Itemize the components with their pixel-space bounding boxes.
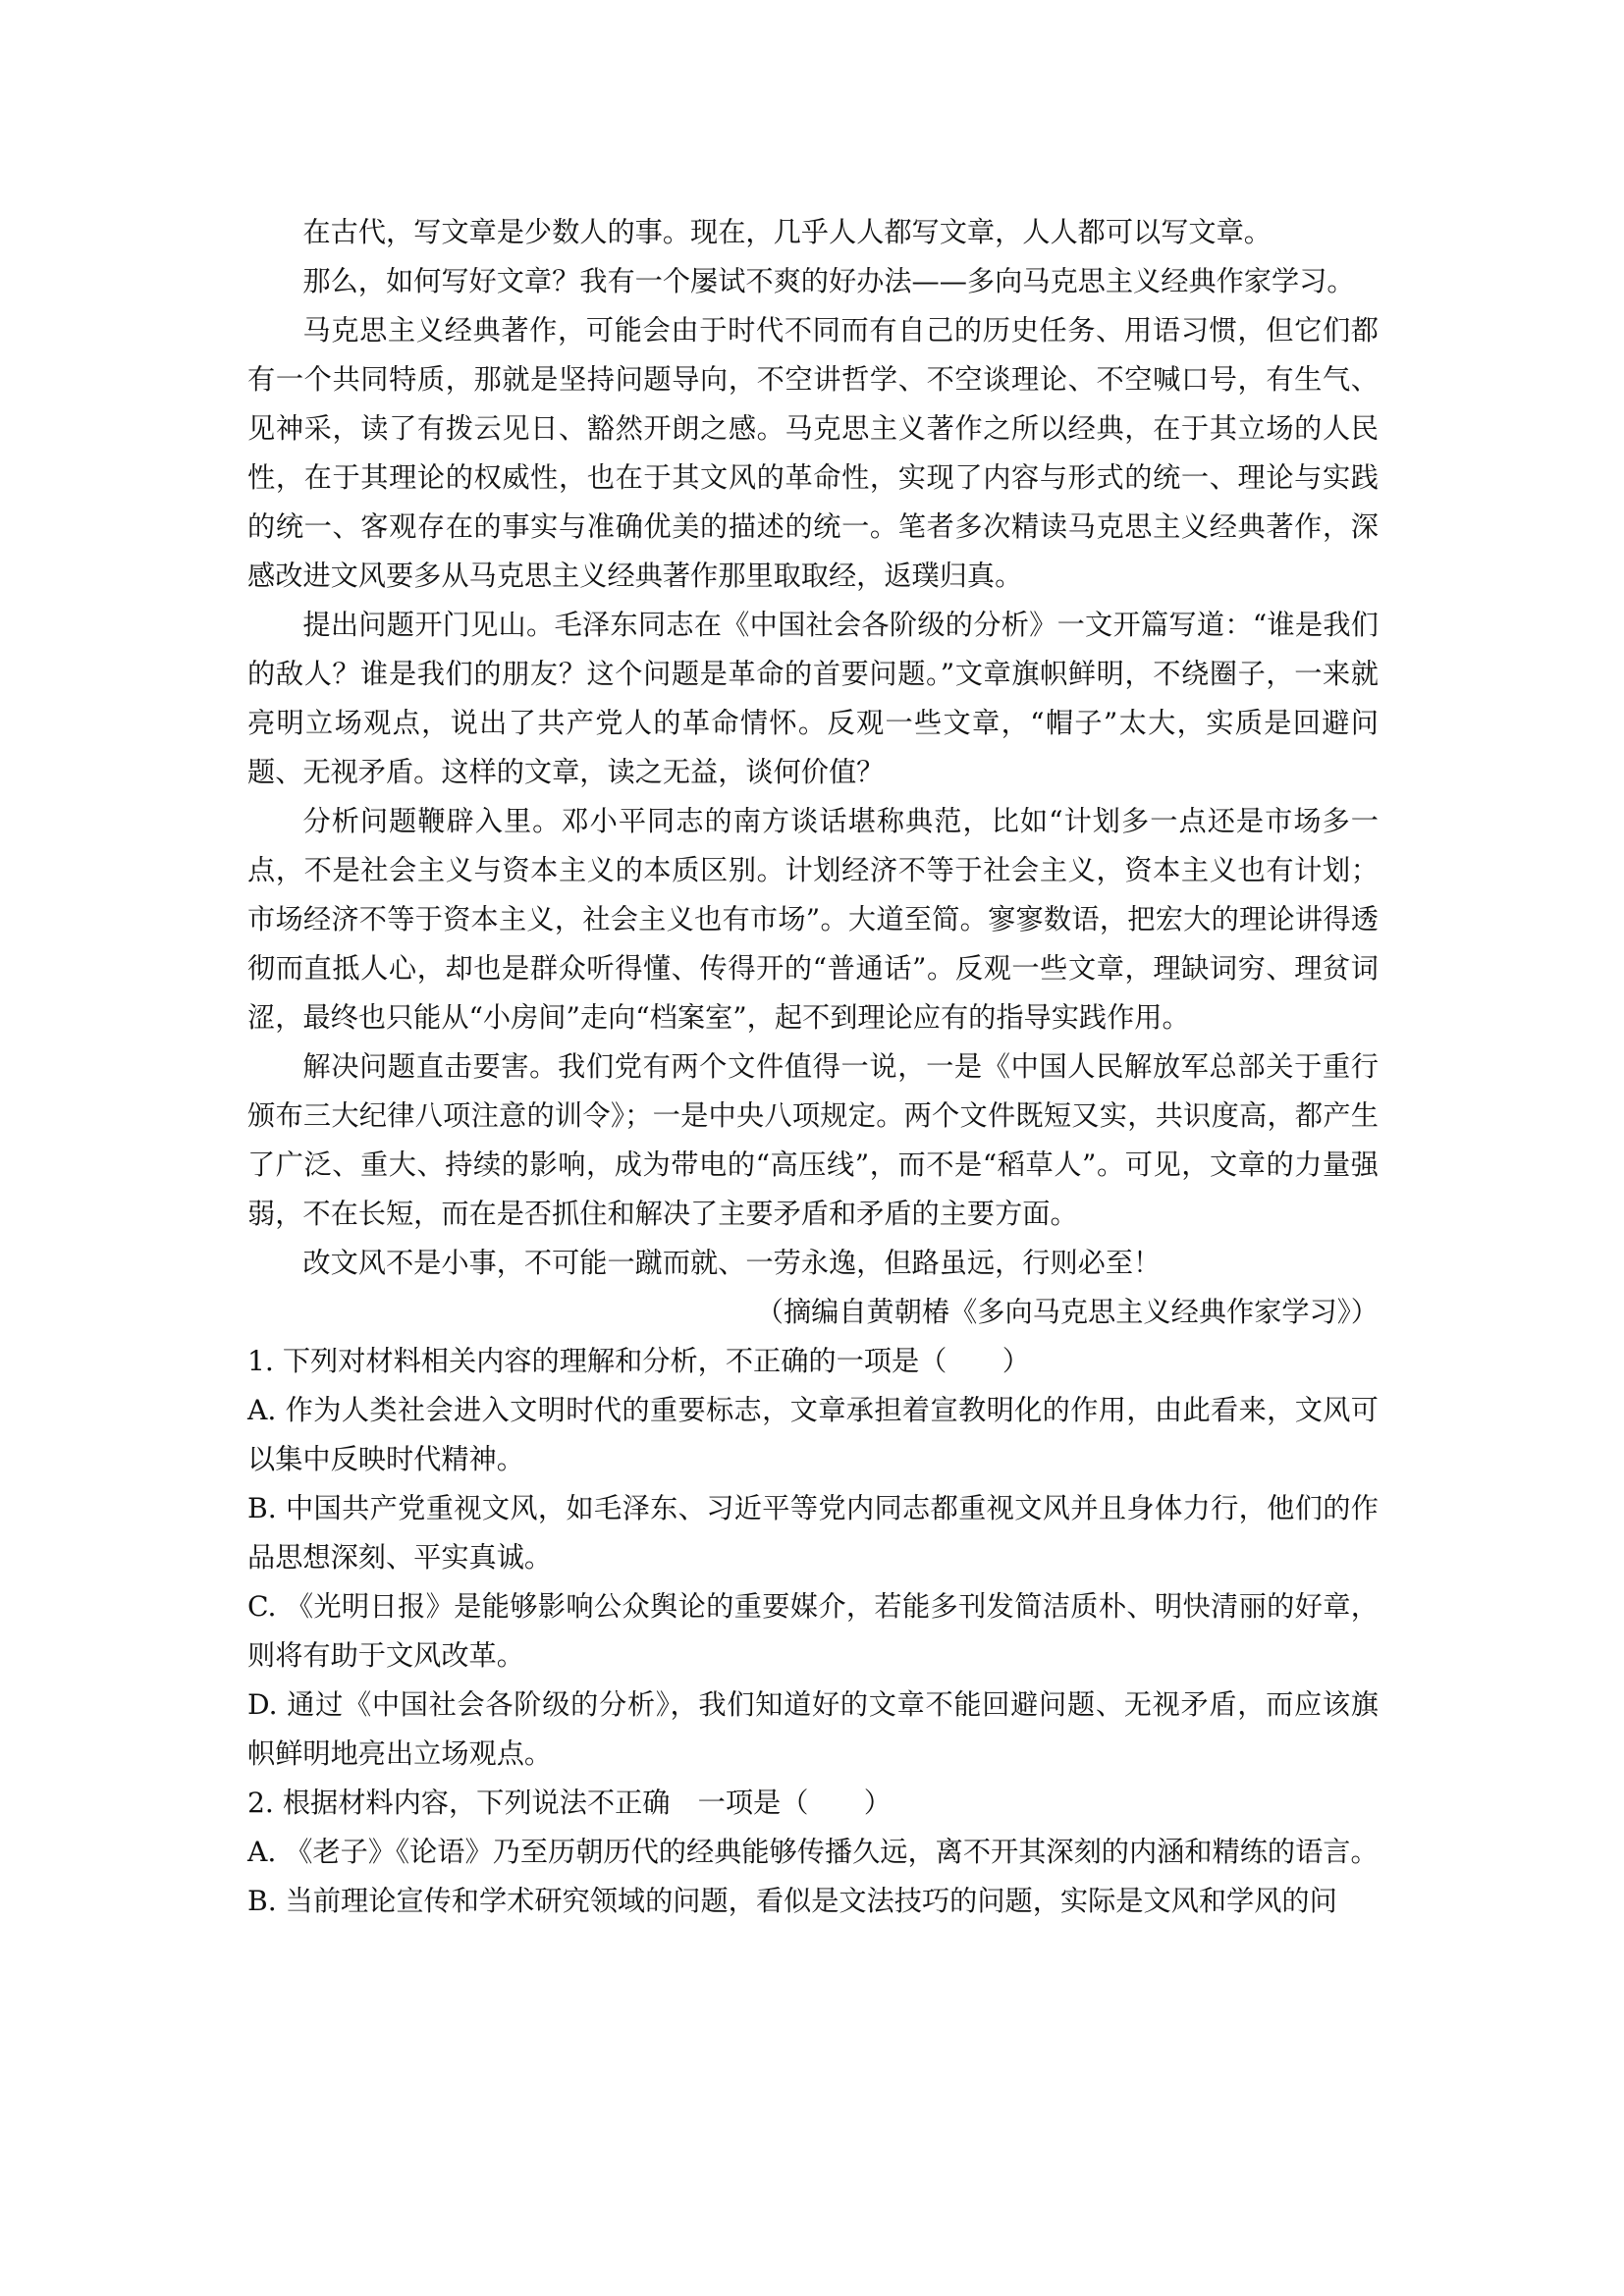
question-2-option-b: B. 当前理论宣传和学术研究领域的问题，看似是文法技巧的问题，实际是文风和学风的问 xyxy=(247,1885,1337,1917)
question-2-option-a: A. 《老子》《论语》乃至历朝历代的经典能够传播久远，离不开其深刻的内涵和精练的语言。 xyxy=(247,1836,1379,1868)
question-1-option-b: B. 中国共产党重视文风，如毛泽东、习近平等党内同志都重视文风并且身体力行，他们的作品思想深刻、平实真诚。 xyxy=(247,1492,1379,1574)
page-content xyxy=(247,208,1379,1926)
article-paragraph-4: 提出问题开门见山。毛泽东同志在《中国社会各阶级的分析》一文开篇写道：“谁是我们的敌人？谁是我们的朋友？这个问题是革命的首要问题。”文章旗帜鲜明，不绕圈子，一来就亮明立场观点，说出了共产党人的革命情怀。反观一些文章，“帽子”太大，实质是回避问题、无视矛盾。这样的文章，读之无益，谈何价值？ xyxy=(247,609,1379,788)
article-paragraph-2: 那么，如何写好文章？我有一个屡试不爽的好办法——多向马克思主义经典作家学习。 xyxy=(302,265,1355,297)
article-source: （摘编自黄朝椿《多向马克思主义经典作家学习》） xyxy=(755,1296,1379,1328)
question-1-stem: 1. 下列对材料相关内容的理解和分析，不正确的一项是（ ） xyxy=(247,1345,1030,1377)
question-1-option-c: C. 《光明日报》是能够影响公众舆论的重要媒介，若能多刊发简洁质朴、明快清丽的好章，则将有助于文风改革。 xyxy=(247,1590,1379,1672)
article-paragraph-6: 解决问题直击要害。我们党有两个文件值得一说，一是《中国人民解放军总部关于重行颁布三大纪律八项注意的训令》；一是中央八项规定。两个文件既短又实，共识度高，都产生了广泛、重大、持续的影响，成为带电的“高压线”，而不是“稻草人”。可见，文章的力量强弱，不在长短，而在是否抓住和解决了主要矛盾和矛盾的主要方面。 xyxy=(247,1050,1379,1230)
article-paragraph-5: 分析问题鞭辟入里。邓小平同志的南方谈话堪称典范，比如“计划多一点还是市场多一点，不是社会主义与资本主义的本质区别。计划经济不等于社会主义，资本主义也有计划；市场经济不等于资本主义，社会主义也有市场”。大道至简。寥寥数语，把宏大的理论讲得透彻而直抵人心，却也是群众听得懂、传得开的“普通话”。反观一些文章，理缺词穷、理贫词涩，最终也只能从“小房间”走向“档案室”，起不到理论应有的指导实践作用。 xyxy=(247,805,1379,1034)
article-paragraph-3: 马克思主义经典著作，可能会由于时代不同而有自己的历史任务、用语习惯，但它们都有一个共同特质，那就是坚持问题导向，不空讲哲学、不空谈理论、不空喊口号，有生气、见神采，读了有拨云见日、豁然开朗之感。马克思主义著作之所以经典，在于其立场的人民性，在于其理论的权威性，也在于其文风的革命性，实现了内容与形式的统一、理论与实践的统一、客观存在的事实与准确优美的描述的统一。笔者多次精读马克思主义经典著作，深感改进文风要多从马克思主义经典著作那里取取经，返璞归真。 xyxy=(247,314,1379,592)
article-paragraph-7: 改文风不是小事，不可能一蹴而就、一劳永逸，但路虽远，行则必至！ xyxy=(302,1247,1162,1279)
question-2-stem: 2. 根据材料内容，下列说法不正确 一项是（ ） xyxy=(247,1787,892,1819)
question-1-option-a: A. 作为人类社会进入文明时代的重要标志，文章承担着宣教明化的作用，由此看来，文风可以集中反映时代精神。 xyxy=(247,1394,1379,1475)
question-1-option-d: D. 通过《中国社会各阶级的分析》，我们知道好的文章不能回避问题、无视矛盾，而应该旗帜鲜明地亮出立场观点。 xyxy=(247,1688,1379,1770)
article-paragraph-1: 在古代，写文章是少数人的事。现在，几乎人人都写文章，人人都可以写文章。 xyxy=(302,216,1272,248)
